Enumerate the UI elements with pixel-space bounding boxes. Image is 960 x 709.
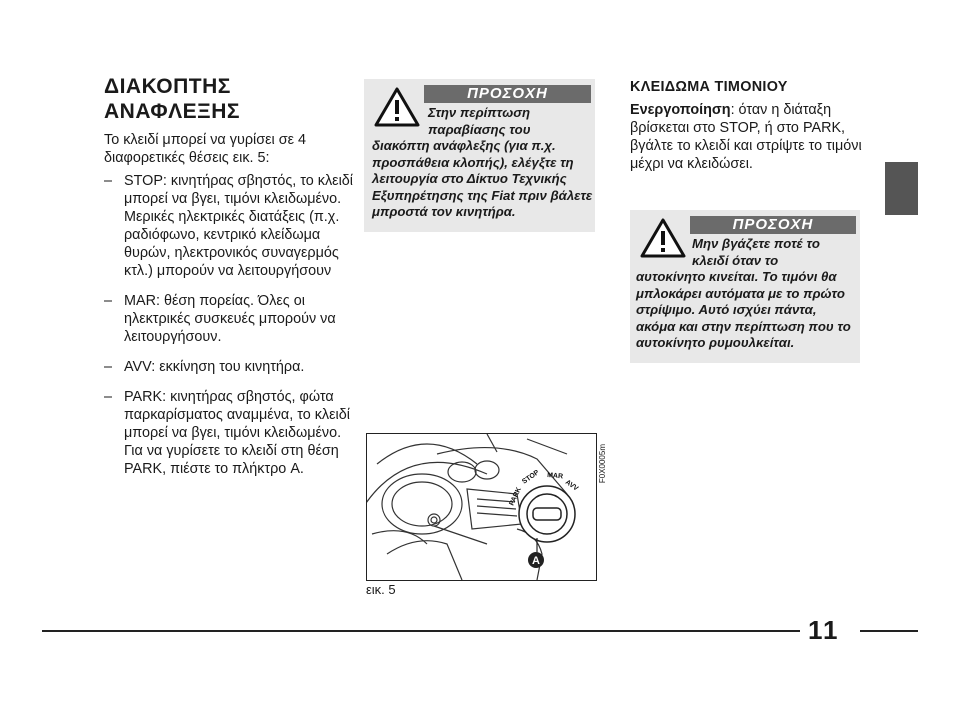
warning-box-1 <box>364 79 595 232</box>
list-item <box>104 358 354 376</box>
warning-line: παραβίασης του <box>428 121 531 137</box>
list-item-extra: Για να γυρίσετε το κλειδί στη θέση PARK, πιέστε το πλήκτρο A. <box>124 443 339 477</box>
steering-lock-paragraph <box>630 101 866 173</box>
title-line-1: ΔΙΑΚΟΠΤΗΣ <box>104 75 231 98</box>
ignition-illustration <box>367 434 596 580</box>
list-item <box>104 292 354 346</box>
list-item-text: PARK: κινητήρας σβηστός, φώτα παρκαρίσματος αναμμένα, το κλειδί μπορεί να βγει, τιμόνι κλειδωμένο. <box>124 389 350 441</box>
footer-rule-right <box>860 630 918 632</box>
dial-label: MAR <box>546 472 564 481</box>
warning-line: Στην περίπτωση <box>428 105 531 120</box>
list-dash: – <box>104 173 113 189</box>
warning-header: ΠΡΟΣΟΧΗ <box>424 85 591 103</box>
warning-text <box>372 105 594 221</box>
warning-line: κλειδί όταν το <box>692 252 779 268</box>
footer-rule-left <box>42 630 800 632</box>
warning-body: διακόπτη ανάφλεξης (για π.χ. προσπάθεια κλοπής), ελέγξτε τη λειτουργία στο Δίκτυο Τεχνικής Εξυπηρέτησης της Fiat πριν βάλετε μπροστά τον κινητήρα. <box>372 138 593 219</box>
list-dash: – <box>104 359 113 375</box>
section-title <box>104 74 240 124</box>
warning-box-2 <box>630 210 860 363</box>
warning-header: ΠΡΟΣΟΧΗ <box>690 216 856 234</box>
dial-label: STOP <box>521 469 541 486</box>
section-tab <box>885 162 918 215</box>
list-item <box>104 388 354 478</box>
list-item-text: STOP: κινητήρας σβηστός, το κλειδί μπορεί να βγει, τιμόνι κλειδωμένο. Μερικές ηλεκτρικές διατάξεις (π.χ. ραδιόφωνο, κεντρικό κλείδωμα θυρών, ηλεκτρονικός συναγερμός κτλ.) μπορούν να λειτουργήσουν <box>124 173 353 279</box>
title-line-2: ΑΝΑΦΛΕΞΗΣ <box>104 100 240 123</box>
page-number: 11 <box>808 615 840 645</box>
activation-text: : όταν η διάταξη βρίσκεται στο STOP, ή στο PARK, βγάλτε το κλειδί και στρίψτε το τιμόνι μέχρι να κλειδώσει. <box>630 102 862 172</box>
list-item-text: AVV: εκκίνηση του κινητήρα. <box>124 359 305 375</box>
steering-lock-title: ΚΛΕΙΔΩΜΑ ΤΙΜΟΝΙΟΥ <box>630 79 788 95</box>
list-dash: – <box>104 389 113 405</box>
warning-text <box>636 236 858 352</box>
button-a-label: A <box>532 555 540 567</box>
warning-body: αυτοκίνητο κινείται. Το τιμόνι θα μπλοκάρει αυτόματα με το πρώτο στρίψιμο. Αυτό ισχύει πάντα, ακόμα και στην περίπτωση που το αυτοκίνητο ρυμουλκείται. <box>636 269 851 350</box>
ignition-figure <box>366 433 597 581</box>
intro-paragraph: Το κλειδί μπορεί να γυρίσει σε 4 διαφορετικές θέσεις εικ. 5: <box>104 132 306 166</box>
figure-caption: εικ. 5 <box>366 582 396 597</box>
dial-label: PARK <box>508 486 523 507</box>
warning-line: Μην βγάζετε ποτέ το <box>692 236 820 251</box>
list-item-text: MAR: θέση πορείας. Όλες οι ηλεκτρικές συσκευές μπορούν να λειτουργήσουν. <box>124 293 336 345</box>
list-item <box>104 172 354 280</box>
list-dash: – <box>104 293 113 309</box>
activation-label: Ενεργοποίηση <box>630 102 731 118</box>
figure-code: F0X0005m <box>598 444 607 484</box>
positions-list <box>104 172 354 490</box>
dial-label: AVV <box>563 478 580 493</box>
